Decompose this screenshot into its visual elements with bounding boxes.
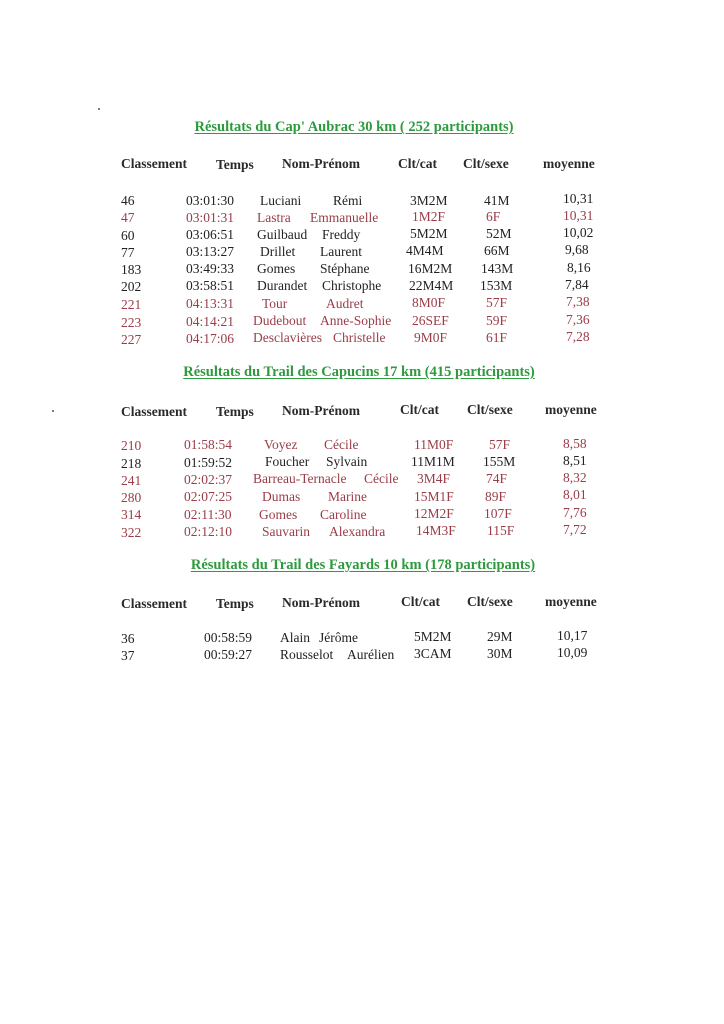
rank-cell: 36 xyxy=(121,631,135,646)
scan-speck xyxy=(52,410,54,412)
first-name-cell: Christophe xyxy=(322,278,382,293)
rank-cell: 223 xyxy=(121,315,142,330)
cat-cell: 22M4M xyxy=(409,278,454,293)
time-cell: 02:12:10 xyxy=(184,524,233,539)
sex-cell: 155M xyxy=(483,454,516,469)
rank-cell: 46 xyxy=(121,193,135,208)
header-avg: moyenne xyxy=(545,402,597,417)
header-name: Nom-Prénom xyxy=(282,403,360,418)
cat-cell: 26SEF xyxy=(412,313,449,328)
header-sex: Clt/sexe xyxy=(467,402,513,417)
cat-cell: 8M0F xyxy=(412,295,446,310)
sex-cell: 30M xyxy=(487,646,513,661)
first-name-cell: Marine xyxy=(328,489,367,504)
rank-cell: 280 xyxy=(121,490,142,505)
cat-cell: 5M2M xyxy=(410,226,448,241)
time-cell: 02:02:37 xyxy=(184,472,233,487)
rank-cell: 210 xyxy=(121,438,142,453)
avg-cell: 10,09 xyxy=(557,645,588,660)
time-cell: 01:59:52 xyxy=(184,455,233,470)
avg-cell: 8,32 xyxy=(563,470,587,485)
cat-cell: 14M3F xyxy=(416,523,456,538)
first-name-cell: Jérôme xyxy=(319,630,358,645)
header-cat: Clt/cat xyxy=(401,594,440,609)
rank-cell: 314 xyxy=(121,507,142,522)
header-cat: Clt/cat xyxy=(398,156,437,171)
time-cell: 04:13:31 xyxy=(186,296,235,311)
time-cell: 02:07:25 xyxy=(184,489,233,504)
cat-cell: 3M2M xyxy=(410,193,448,208)
avg-cell: 7,72 xyxy=(563,522,587,537)
first-name-cell: Anne-Sophie xyxy=(320,313,392,328)
header-time: Temps xyxy=(216,596,254,611)
avg-cell: 7,38 xyxy=(566,294,590,309)
header-rank: Classement xyxy=(121,404,187,419)
time-cell: 03:01:30 xyxy=(186,193,235,208)
avg-cell: 10,17 xyxy=(557,628,588,643)
last-name-cell: Sauvarin xyxy=(262,524,310,539)
time-cell: 03:58:51 xyxy=(186,278,235,293)
last-name-cell: Lastra xyxy=(257,210,291,225)
first-name-cell: Sylvain xyxy=(326,454,368,469)
avg-cell: 9,68 xyxy=(565,242,589,257)
sex-cell: 6F xyxy=(486,209,501,224)
section-title-capucins: Résultats du Trail des Capucins 17 km (415 participants) xyxy=(183,364,535,380)
last-name-cell: Foucher xyxy=(265,454,310,469)
time-cell: 04:14:21 xyxy=(186,314,235,329)
sex-cell: 52M xyxy=(486,226,512,241)
header-rank: Classement xyxy=(121,596,187,611)
avg-cell: 10,31 xyxy=(563,191,594,206)
avg-cell: 10,31 xyxy=(563,208,594,223)
header-sex: Clt/sexe xyxy=(463,156,509,171)
avg-cell: 7,76 xyxy=(563,505,587,520)
sex-cell: 89F xyxy=(485,489,507,504)
header-time: Temps xyxy=(216,404,254,419)
rank-cell: 37 xyxy=(121,648,135,663)
first-name-cell: Laurent xyxy=(320,244,362,259)
last-name-cell: Guilbaud xyxy=(257,227,308,242)
rank-cell: 47 xyxy=(121,210,135,225)
sex-cell: 57F xyxy=(489,437,511,452)
cat-cell: 5M2M xyxy=(414,629,452,644)
cat-cell: 1M2F xyxy=(412,209,446,224)
first-name-cell: Freddy xyxy=(322,227,361,242)
sex-cell: 59F xyxy=(486,313,508,328)
last-name-cell: Desclavières xyxy=(253,330,322,345)
sex-cell: 115F xyxy=(487,523,515,538)
first-name-cell: Christelle xyxy=(333,330,386,345)
cat-cell: 15M1F xyxy=(414,489,454,504)
avg-cell: 7,36 xyxy=(566,312,590,327)
header-rank: Classement xyxy=(121,156,187,171)
cat-cell: 3CAM xyxy=(414,646,452,661)
cat-cell: 12M2F xyxy=(414,506,454,521)
last-name-cell: Luciani xyxy=(260,193,302,208)
time-cell: 03:01:31 xyxy=(186,210,235,225)
last-name-cell: Dudebout xyxy=(253,313,307,328)
first-name-cell: Aurélien xyxy=(347,647,395,662)
rank-cell: 221 xyxy=(121,297,142,312)
avg-cell: 10,02 xyxy=(563,225,594,240)
first-name-cell: Emmanuelle xyxy=(310,210,379,225)
first-name-cell: Cécile xyxy=(364,471,399,486)
last-name-cell: Tour xyxy=(262,296,288,311)
rank-cell: 77 xyxy=(121,245,135,260)
header-avg: moyenne xyxy=(545,594,597,609)
first-name-cell: Stéphane xyxy=(320,261,370,276)
first-name-cell: Audret xyxy=(326,296,364,311)
time-cell: 01:58:54 xyxy=(184,437,233,452)
header-time: Temps xyxy=(216,157,254,172)
avg-cell: 8,01 xyxy=(563,487,587,502)
avg-cell: 7,84 xyxy=(565,277,589,292)
header-name: Nom-Prénom xyxy=(282,595,360,610)
scan-speck xyxy=(98,108,100,110)
rank-cell: 218 xyxy=(121,456,142,471)
avg-cell: 8,51 xyxy=(563,453,587,468)
last-name-cell: Voyez xyxy=(264,437,298,452)
avg-cell: 8,16 xyxy=(567,260,591,275)
first-name-cell: Alexandra xyxy=(329,524,386,539)
cat-cell: 4M4M xyxy=(406,243,444,258)
sex-cell: 107F xyxy=(484,506,512,521)
first-name-cell: Caroline xyxy=(320,507,367,522)
header-avg: moyenne xyxy=(543,156,595,171)
sex-cell: 143M xyxy=(481,261,514,276)
rank-cell: 183 xyxy=(121,262,142,277)
last-name-cell: Barreau-Ternacle xyxy=(253,471,347,486)
section-title-fayards: Résultats du Trail des Fayards 10 km (178 participants) xyxy=(190,557,536,573)
sex-cell: 29M xyxy=(487,629,513,644)
last-name-cell: Gomes xyxy=(257,261,296,276)
header-cat: Clt/cat xyxy=(400,402,439,417)
section-title-cap-aubrac: Résultats du Cap' Aubrac 30 km ( 252 participants) xyxy=(194,119,514,135)
time-cell: 03:13:27 xyxy=(186,244,235,259)
last-name-cell: Gomes xyxy=(259,507,298,522)
avg-cell: 7,28 xyxy=(566,329,590,344)
time-cell: 04:17:06 xyxy=(186,331,235,346)
time-cell: 03:06:51 xyxy=(186,227,235,242)
rank-cell: 202 xyxy=(121,279,142,294)
sex-cell: 61F xyxy=(486,330,508,345)
last-name-cell: Durandet xyxy=(257,278,308,293)
rank-cell: 227 xyxy=(121,332,142,347)
time-cell: 00:58:59 xyxy=(204,630,253,645)
last-name-cell: Alain xyxy=(280,630,310,645)
sex-cell: 66M xyxy=(484,243,510,258)
header-name: Nom-Prénom xyxy=(282,156,360,171)
cat-cell: 11M1M xyxy=(411,454,455,469)
avg-cell: 8,58 xyxy=(563,436,587,451)
sex-cell: 153M xyxy=(480,278,513,293)
sex-cell: 41M xyxy=(484,193,510,208)
sex-cell: 57F xyxy=(486,295,508,310)
time-cell: 03:49:33 xyxy=(186,261,235,276)
first-name-cell: Rémi xyxy=(333,193,363,208)
last-name-cell: Dumas xyxy=(262,489,301,504)
header-sex: Clt/sexe xyxy=(467,594,513,609)
sex-cell: 74F xyxy=(486,471,508,486)
first-name-cell: Cécile xyxy=(324,437,359,452)
cat-cell: 9M0F xyxy=(414,330,448,345)
time-cell: 00:59:27 xyxy=(204,647,253,662)
cat-cell: 16M2M xyxy=(408,261,453,276)
cat-cell: 11M0F xyxy=(414,437,454,452)
time-cell: 02:11:30 xyxy=(184,507,232,522)
rank-cell: 241 xyxy=(121,473,142,488)
rank-cell: 60 xyxy=(121,228,135,243)
rank-cell: 322 xyxy=(121,525,142,540)
cat-cell: 3M4F xyxy=(417,471,451,486)
last-name-cell: Rousselot xyxy=(280,647,334,662)
last-name-cell: Drillet xyxy=(260,244,296,259)
